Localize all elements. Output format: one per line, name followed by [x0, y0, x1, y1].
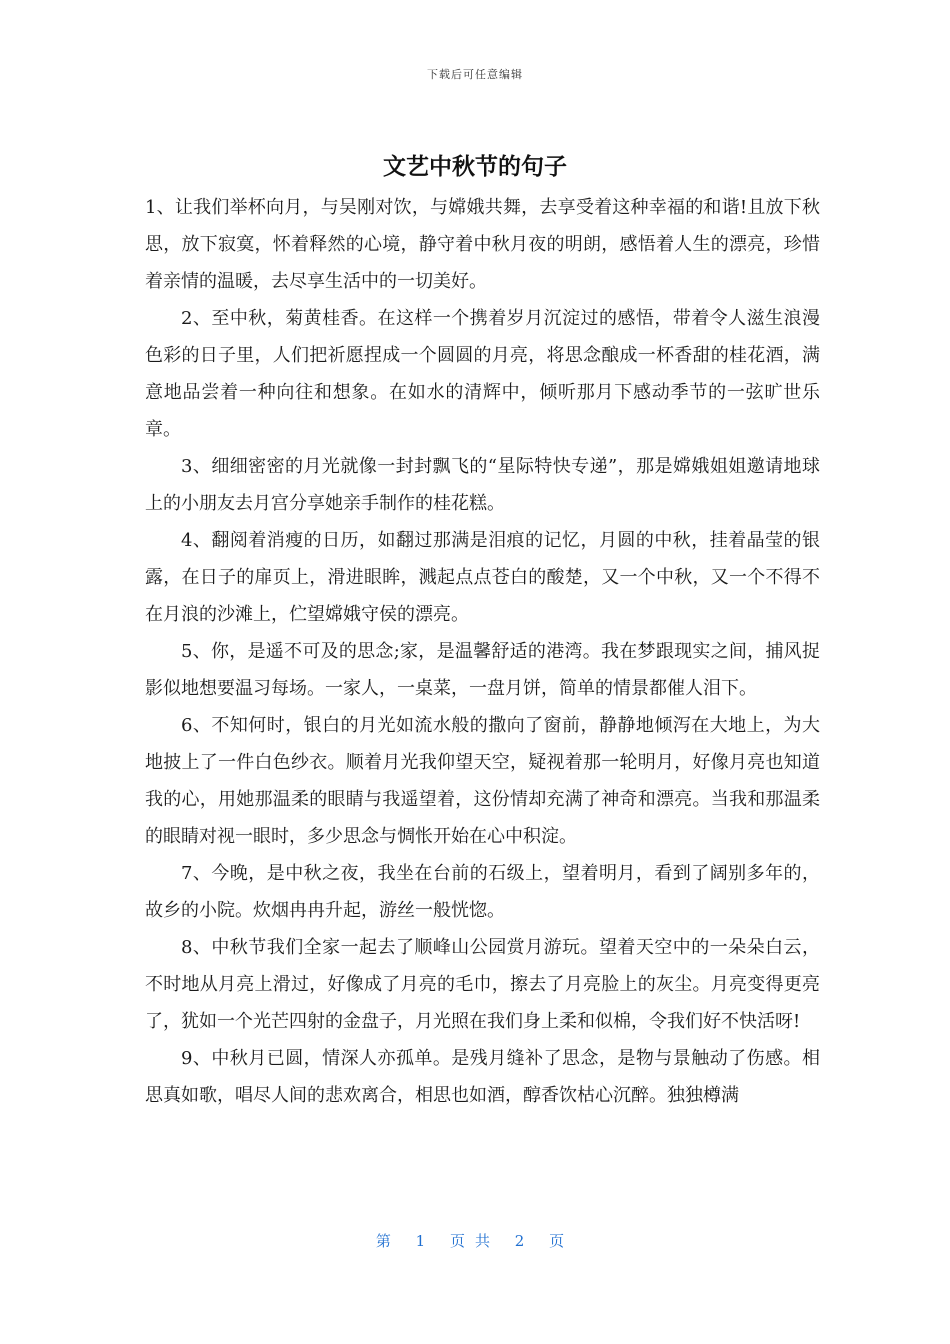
footer-suffix: 页 [549, 1232, 575, 1250]
document-body [145, 189, 820, 1114]
footer-total-pages: 2 [514, 1232, 535, 1250]
paragraph-5: 5、你，是遥不可及的思念;家，是温馨舒适的港湾。我在梦跟现实之间，捕风捉影似地想要温习每场。一家人，一桌菜，一盘月饼，简单的情景都催人泪下。 [145, 641, 820, 699]
footer-current-page: 1 [415, 1232, 436, 1250]
paragraph-2: 2、至中秋，菊黄桂香。在这样一个携着岁月沉淀过的感悟，带着令人滋生浪漫色彩的日子里，人们把祈愿捏成一个圆圆的月亮，将思念酿成一杯香甜的桂花酒，满意地品尝着一种向往和想象。在如水的清辉中，倾听那月下感动季节的一弦旷世乐章。 [145, 308, 820, 440]
paragraph-8: 8、中秋节我们全家一起去了顺峰山公园赏月游玩。望着天空中的一朵朵白云，不时地从月亮上滑过，好像成了月亮的毛巾，擦去了月亮脸上的灰尘。月亮变得更亮了，犹如一个光芒四射的金盘子，月光照在我们身上柔和似棉，令我们好不快活呀! [145, 937, 820, 1032]
paragraph-6: 6、不知何时，银白的月光如流水般的撒向了窗前，静静地倾泻在大地上，为大地披上了一件白色纱衣。顺着月光我仰望天空，疑视着那一轮明月，好像月亮也知道我的心，用她那温柔的眼睛与我遥望着，这份情却充满了神奇和漂亮。当我和那温柔的眼睛对视一眼时，多少思念与惆怅开始在心中积淀。 [145, 715, 820, 847]
paragraph-9: 9、中秋月已圆，情深人亦孤单。是残月缝补了思念，是物与景触动了伤感。相思真如歌，唱尽人间的悲欢离合，相思也如酒，醇香饮枯心沉醉。独独樽满 [145, 1048, 820, 1106]
paragraph-4: 4、翻阅着消瘦的日历，如翻过那满是泪痕的记忆，月圆的中秋，挂着晶莹的银露，在日子的扉页上，滑进眼眸，溅起点点苍白的酸楚，又一个中秋，又一个不得不在月浪的沙滩上，伫望嫦娥守侯的漂亮。 [145, 530, 820, 625]
footer-middle: 页共 [449, 1232, 500, 1250]
document-title: 文艺中秋节的句子 [383, 154, 567, 180]
paragraph-1: 1、让我们举杯向月，与吴刚对饮，与嫦娥共舞，去享受着这种幸福的和谐!且放下秋思，放下寂寞，怀着释然的心境，静守着中秋月夜的明朗，感悟着人生的漂亮，珍惜着亲情的温暖，去尽享生活中的一切美好。 [145, 197, 820, 292]
paragraph-7: 7、今晚，是中秋之夜，我坐在台前的石级上，望着明月，看到了阔别多年的，故乡的小院。炊烟冉冉升起，游丝一般恍惚。 [145, 863, 820, 921]
paragraph-3: 3、细细密密的月光就像一封封飘飞的“星际特快专递”，那是嫦娥姐姐邀请地球上的小朋友去月宫分享她亲手制作的桂花糕。 [145, 456, 820, 514]
header-note: 下载后可任意编辑 [427, 68, 523, 81]
page-footer [0, 1230, 950, 1251]
footer-prefix: 第 [375, 1232, 401, 1250]
